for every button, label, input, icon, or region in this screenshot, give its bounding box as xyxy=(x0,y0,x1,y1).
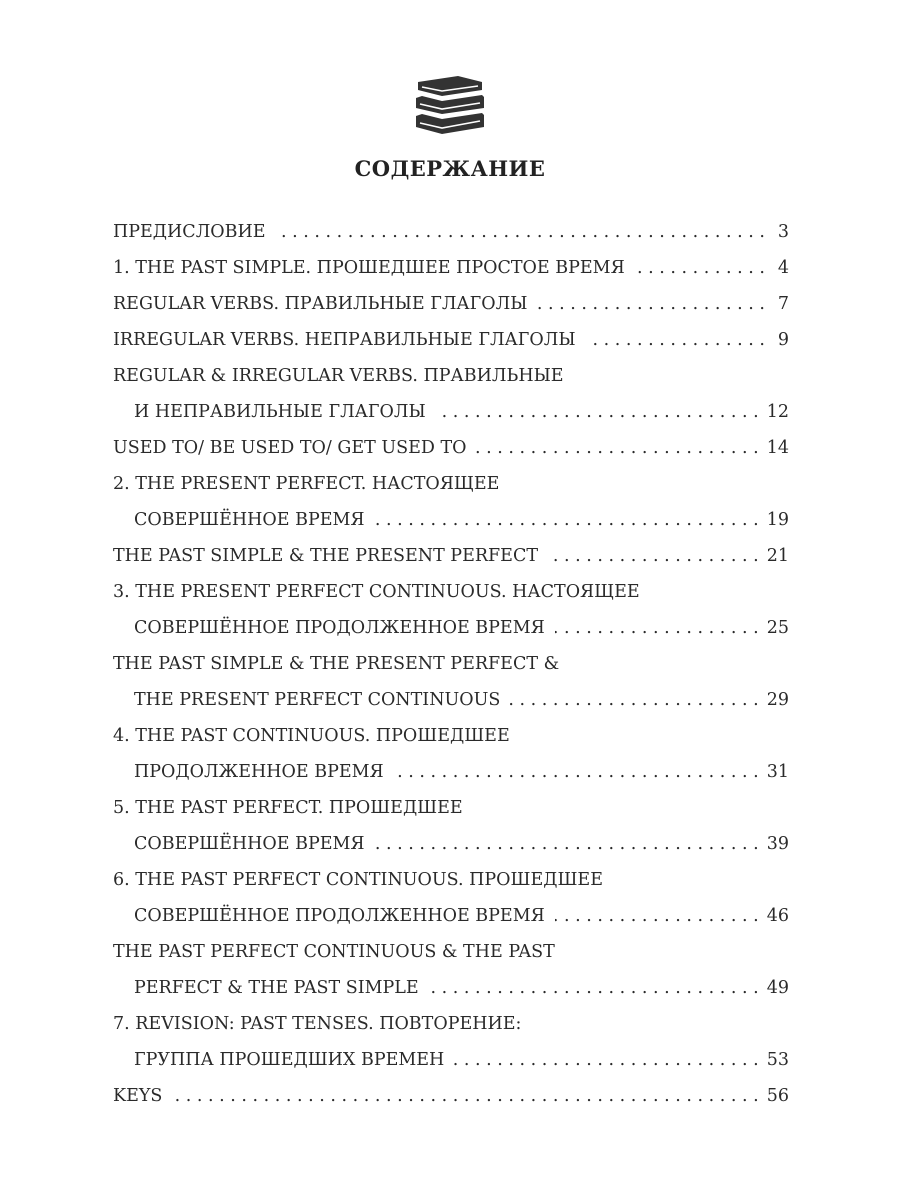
toc-entry-title-continued: THE PRESENT PERFECT CONTINUOUS xyxy=(134,690,501,710)
dot-leader xyxy=(375,502,759,538)
toc-page-number: 46 xyxy=(766,906,789,926)
toc-entry-title-continued: ПРОДОЛЖЕННОЕ ВРЕМЯ xyxy=(134,762,384,782)
toc-entry-continuation[interactable] xyxy=(113,682,789,718)
toc-page-number: 31 xyxy=(766,762,789,782)
toc-entry-continuation[interactable] xyxy=(113,898,789,934)
toc-entry[interactable] xyxy=(113,790,789,826)
dot-leader xyxy=(586,322,765,358)
stacked-books-icon xyxy=(412,74,488,142)
toc-entry-continuation[interactable] xyxy=(113,502,789,538)
toc-page-number: 9 xyxy=(777,330,789,350)
toc-page-number: 19 xyxy=(766,510,789,530)
toc-entry-title: USED TO/ BE USED TO/ GET USED TO xyxy=(113,438,467,458)
toc-page-number: 4 xyxy=(777,258,789,278)
toc-page-number: 21 xyxy=(766,546,789,566)
toc-page-number: 3 xyxy=(777,222,789,242)
toc-entry[interactable] xyxy=(113,718,789,754)
toc-entry-title-continued: СОВЕРШЁННОЕ ВРЕМЯ xyxy=(134,510,365,530)
toc-entry-title: KEYS xyxy=(113,1086,163,1106)
toc-entry-title: REGULAR VERBS. ПРАВИЛЬНЫЕ ГЛАГОЛЫ xyxy=(113,294,528,314)
dot-leader xyxy=(454,1042,758,1078)
toc-entry-title: 6. THE PAST PERFECT CONTINUOUS. ПРОШЕДШЕЕ xyxy=(113,870,603,890)
toc-entry-title: 4. THE PAST CONTINUOUS. ПРОШЕДШЕЕ xyxy=(113,726,510,746)
dot-leader xyxy=(635,250,765,286)
toc-entry-continuation[interactable] xyxy=(113,826,789,862)
toc-page-number: 12 xyxy=(766,402,789,422)
toc-entry[interactable] xyxy=(113,466,789,502)
dot-leader xyxy=(555,898,759,934)
toc-entry-title: REGULAR & IRREGULAR VERBS. ПРАВИЛЬНЫЕ xyxy=(113,366,564,386)
toc-entry[interactable] xyxy=(113,430,789,466)
dot-leader xyxy=(375,826,759,862)
dot-leader xyxy=(429,970,759,1006)
toc-entry[interactable] xyxy=(113,286,789,322)
toc-page-number: 56 xyxy=(766,1086,789,1106)
toc-entry-continuation[interactable] xyxy=(113,754,789,790)
toc-entry[interactable] xyxy=(113,862,789,898)
dot-leader xyxy=(276,214,765,250)
toc-entry-continuation[interactable] xyxy=(113,970,789,1006)
toc-entry[interactable] xyxy=(113,322,789,358)
toc-page-number: 39 xyxy=(766,834,789,854)
toc-page-number: 7 xyxy=(777,294,789,314)
toc-entry-title: IRREGULAR VERBS. НЕПРАВИЛЬНЫЕ ГЛАГОЛЫ xyxy=(113,330,576,350)
toc-entry-title: THE PAST SIMPLE & THE PRESENT PERFECT & xyxy=(113,654,560,674)
toc-entry[interactable] xyxy=(113,934,789,970)
dot-leader xyxy=(172,1078,758,1114)
toc-entry-title-continued: PERFECT & THE PAST SIMPLE xyxy=(134,978,419,998)
dot-leader xyxy=(555,610,759,646)
toc-entry-title: 3. THE PRESENT PERFECT CONTINUOUS. НАСТОЯЩЕЕ xyxy=(113,582,640,602)
toc-entry-continuation[interactable] xyxy=(113,1042,789,1078)
dot-leader xyxy=(537,286,765,322)
table-of-contents xyxy=(113,214,789,1114)
toc-entry[interactable] xyxy=(113,358,789,394)
toc-entry-continuation[interactable] xyxy=(113,394,789,430)
dot-leader xyxy=(476,430,758,466)
toc-entry[interactable] xyxy=(113,1006,789,1042)
toc-entry-title: 5. THE PAST PERFECT. ПРОШЕДШЕЕ xyxy=(113,798,463,818)
toc-entry[interactable] xyxy=(113,574,789,610)
toc-entry[interactable] xyxy=(113,250,789,286)
toc-entry-title: 7. REVISION: PAST TENSES. ПОВТОРЕНИЕ: xyxy=(113,1014,522,1034)
dot-leader xyxy=(436,394,759,430)
toc-entry[interactable] xyxy=(113,646,789,682)
toc-entry-title: 1. THE PAST SIMPLE. ПРОШЕДШЕЕ ПРОСТОЕ ВРЕМЯ xyxy=(113,258,625,278)
toc-page-number: 29 xyxy=(766,690,789,710)
dot-leader xyxy=(548,538,759,574)
dot-leader xyxy=(510,682,758,718)
toc-page-number: 14 xyxy=(766,438,789,458)
toc-entry-title-continued: ГРУППА ПРОШЕДШИХ ВРЕМЕН xyxy=(134,1050,445,1070)
toc-page-number: 53 xyxy=(766,1050,789,1070)
toc-page-number: 25 xyxy=(766,618,789,638)
toc-entry-title: 2. THE PRESENT PERFECT. НАСТОЯЩЕЕ xyxy=(113,474,500,494)
dot-leader xyxy=(394,754,759,790)
toc-page-number: 49 xyxy=(766,978,789,998)
toc-entry-title-continued: СОВЕРШЁННОЕ ПРОДОЛЖЕННОЕ ВРЕМЯ xyxy=(134,906,545,926)
toc-entry-title-continued: И НЕПРАВИЛЬНЫЕ ГЛАГОЛЫ xyxy=(134,402,426,422)
toc-entry-continuation[interactable] xyxy=(113,610,789,646)
toc-entry[interactable] xyxy=(113,214,789,250)
toc-entry[interactable] xyxy=(113,538,789,574)
toc-entry-title-continued: СОВЕРШЁННОЕ ВРЕМЯ xyxy=(134,834,365,854)
toc-entry-title: THE PAST PERFECT CONTINUOUS & THE PAST xyxy=(113,942,555,962)
toc-entry-title-continued: СОВЕРШЁННОЕ ПРОДОЛЖЕННОЕ ВРЕМЯ xyxy=(134,618,545,638)
toc-entry-title: ПРЕДИСЛОВИЕ xyxy=(113,222,266,242)
toc-entry[interactable] xyxy=(113,1078,789,1114)
page-title: СОДЕРЖАНИЕ xyxy=(354,156,546,181)
toc-entry-title: THE PAST SIMPLE & THE PRESENT PERFECT xyxy=(113,546,539,566)
